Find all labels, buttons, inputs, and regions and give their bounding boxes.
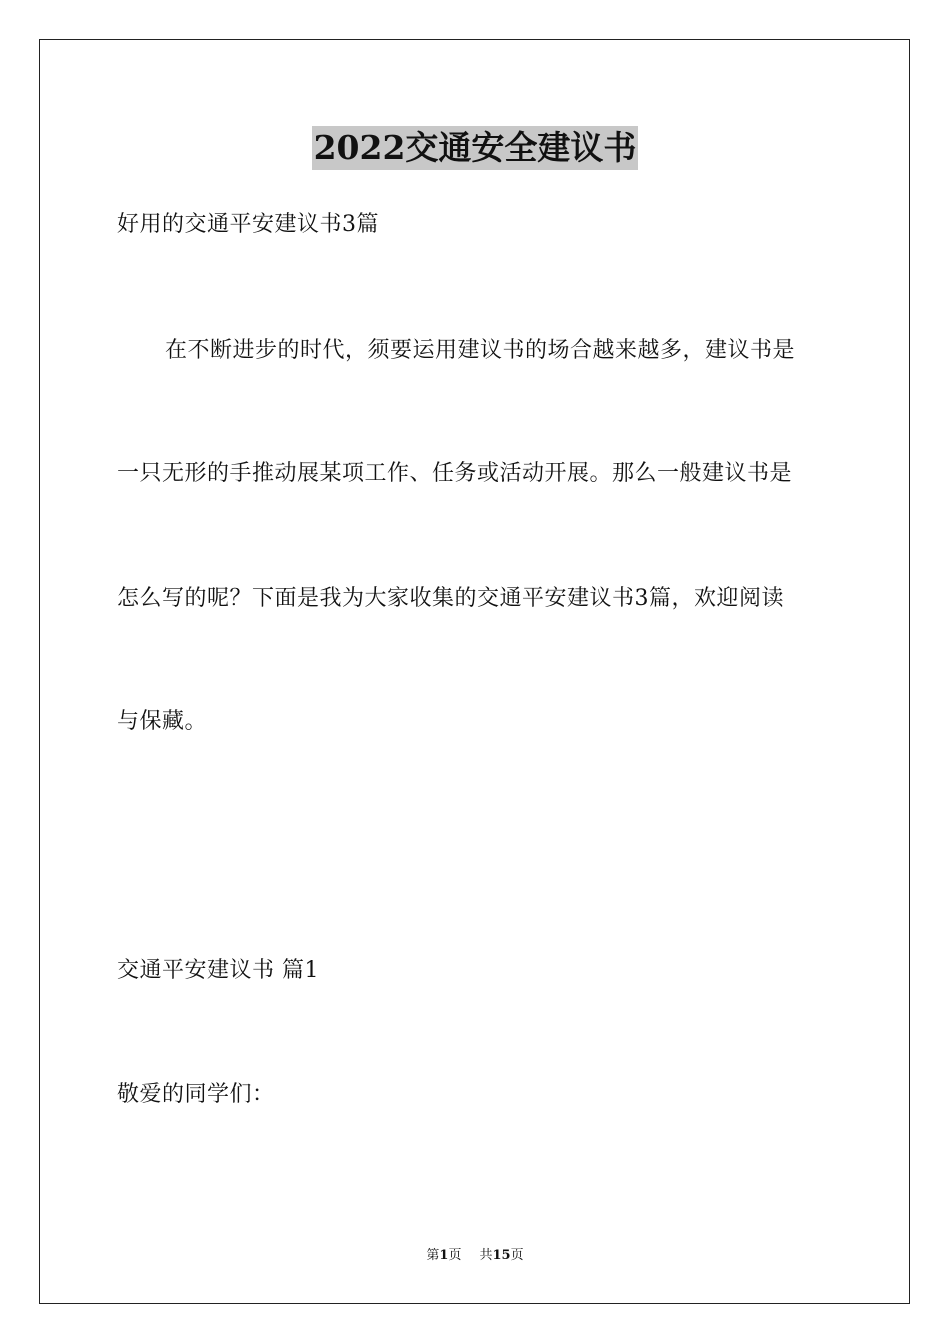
title-container <box>0 126 950 170</box>
salutation: 敬爱的同学们： <box>117 1082 275 1107</box>
document-subtitle: 好用的交通平安建议书3篇 <box>117 212 379 237</box>
footer-page-suffix: 页 <box>448 1248 462 1263</box>
intro-paragraph-line-1: 在不断进步的时代，须要运用建议书的场合越来越多，建议书是 <box>165 338 796 363</box>
page-footer <box>0 1247 950 1265</box>
footer-page-number: 1 <box>439 1248 449 1263</box>
footer-total-prefix: 共 <box>479 1248 493 1263</box>
intro-paragraph-line-3: 怎么写的呢？下面是我为大家收集的交通平安建议书3篇，欢迎阅读 <box>117 586 784 611</box>
document-title: 2022交通安全建议书 <box>312 126 639 170</box>
footer-total-pages: 15 <box>492 1248 511 1263</box>
footer-page-prefix: 第 <box>426 1248 440 1263</box>
intro-paragraph-line-4: 与保藏。 <box>117 709 208 734</box>
intro-paragraph-line-2: 一只无形的手推动展某项工作、任务或活动开展。那么一般建议书是 <box>117 461 793 486</box>
footer-total-suffix: 页 <box>510 1248 524 1263</box>
section-heading: 交通平安建议书 篇1 <box>117 958 319 983</box>
